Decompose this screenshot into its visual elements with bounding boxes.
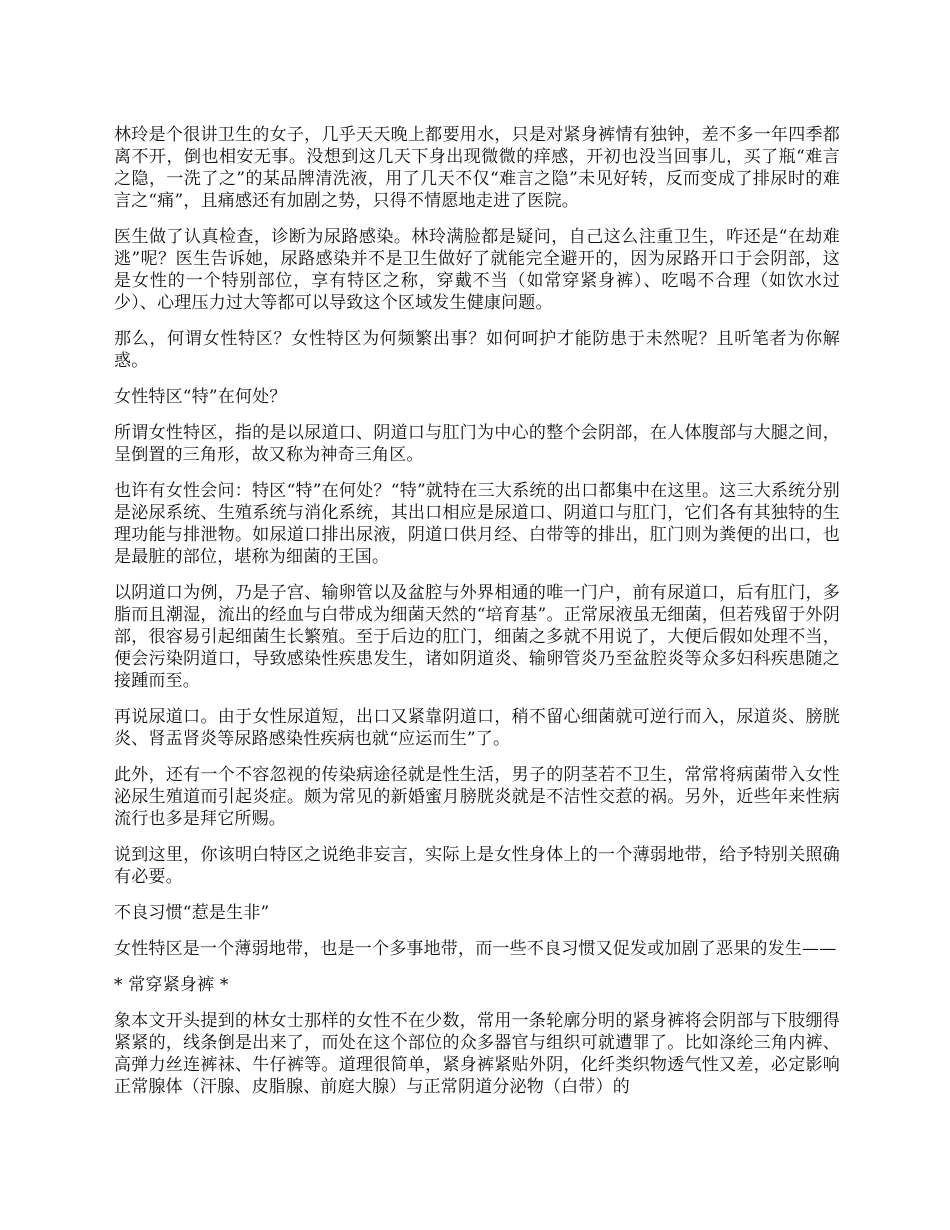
section-heading-bad-habits: 不良习惯“惹是生非” (114, 903, 270, 923)
paragraph-conclusion: 说到这里，你该明白特区之说绝非妄言，实际上是女性身体上的一个薄弱地带，给予特别关照确有必要。 (114, 845, 840, 887)
paragraph-questions: 那么，何谓女性特区？女性特区为何频繁出事？如何呵护才能防患于未然呢？且听笔者为你解惑。 (114, 329, 840, 371)
paragraph-tight-pants: 象本文开头提到的林女士那样的女性不在少数，常用一条轮廓分明的紧身裤将会阴部与下肢绷得紧紧的，线条倒是出来了，而处在这个部位的众多器官与组织可就遭罪了。比如涤纶三角内裤、高弹力丝连裤袜、牛仔裤等。道理很简单，紧身裤紧贴外阴，化纤类织物透气性又差，必定影响正常腺体（汗腺、皮脂腺、前庭大腺）与正常阴道分泌物（白带）的 (114, 1011, 840, 1097)
paragraph-bad-habits-intro: 女性特区是一个薄弱地带，也是一个多事地带，而一些不良习惯又促发或加剧了恶果的发生—— (114, 939, 837, 959)
paragraph-intro-story: 林玲是个很讲卫生的女子，几乎天天晚上都要用水，只是对紧身裤情有独钟，差不多一年四季都离不开，倒也相安无事。没想到这几天下身出现微微的痒感，开初也没当回事儿，买了瓶“难言之隐，一洗了之”的某品牌清洗液，用了几天不仅“难言之隐”未见好转，反而变成了排尿时的难言之“痛”，且痛感还有加剧之势，只得不情愿地走进了医院。 (114, 125, 840, 211)
paragraph-three-systems: 也许有女性会问：特区“特”在何处？“特”就特在三大系统的出口都集中在这里。这三大系统分别是泌尿系统、生殖系统与消化系统，其出口相应是尿道口、阴道口与肛门，它们各有其独特的生理功能与排泄物。如尿道口排出尿液，阴道口供月经、白带等的排出，肛门则为粪便的出口，也是最脏的部位，堪称为细菌的王国。 (114, 481, 840, 567)
paragraph-vaginal-opening: 以阴道口为例，乃是子宫、输卵管以及盆腔与外界相通的唯一门户，前有尿道口，后有肛门，多脂而且潮湿，流出的经血与白带成为细菌天然的“培育基”。正常尿液虽无细菌，但若残留于外阴部，很容易引起细菌生长繁殖。至于后边的肛门，细菌之多就不用说了，大便后假如处理不当，便会污染阴道口，导致感染性疾患发生，诸如阴道炎、输卵管炎乃至盆腔炎等众多妇科疾患随之接踵而至。 (114, 583, 840, 691)
paragraph-definition: 所谓女性特区，指的是以尿道口、阴道口与肛门为中心的整个会阴部，在人体腹部与大腿之间，呈倒置的三角形，故又称为神奇三角区。 (114, 423, 840, 465)
paragraph-doctor-diagnosis: 医生做了认真检查，诊断为尿路感染。林玲满脸都是疑问，自己这么注重卫生，咋还是“在劫难逃”呢？医生告诉她，尿路感染并不是卫生做好了就能完全避开的，因为尿路开口于会阴部，这是女性的一个特别部位，享有特区之称，穿戴不当（如常穿紧身裤）、吃喝不合理（如饮水过少）、心理压力过大等都可以导致这个区域发生健康问题。 (114, 227, 840, 313)
paragraph-transmission: 此外，还有一个不容忽视的传染病途径就是性生活，男子的阴茎若不卫生，常常将病菌带入女性泌尿生殖道而引起炎症。颇为常见的新婚蜜月膀胱炎就是不洁性交惹的祸。另外，近些年来性病流行也多是拜它所赐。 (114, 765, 840, 829)
subheading-tight-pants: * 常穿紧身裤 * (114, 975, 229, 995)
paragraph-urethra: 再说尿道口。由于女性尿道短，出口又紧靠阴道口，稍不留心细菌就可逆行而入，尿道炎、膀胱炎、肾盂肾炎等尿路感染性疾病也就“应运而生”了。 (114, 707, 840, 749)
section-heading-special: 女性特区“特”在何处？ (114, 387, 287, 407)
document-body (114, 124, 840, 1112)
